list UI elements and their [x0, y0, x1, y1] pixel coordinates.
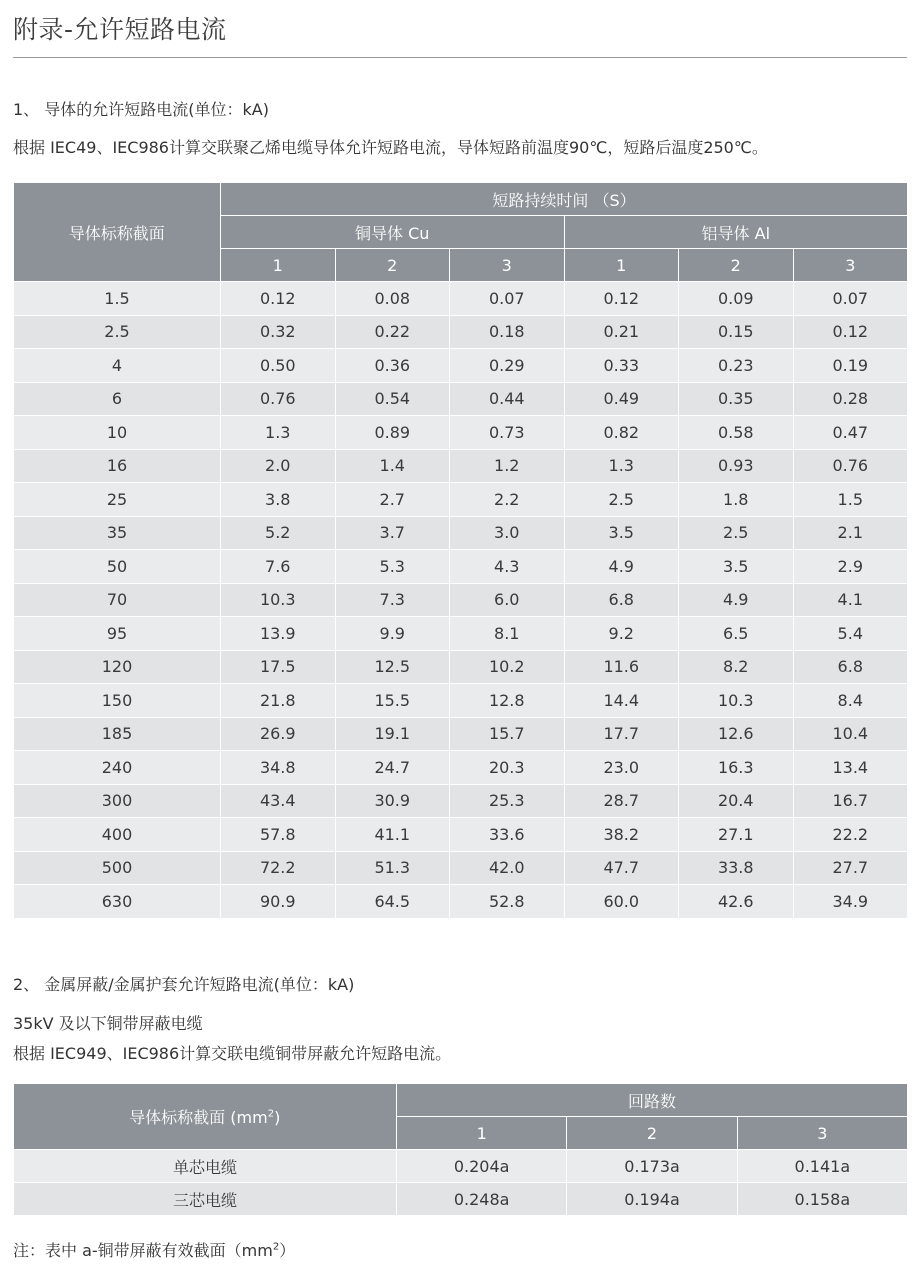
current-value-cell: 0.204a	[397, 1150, 567, 1183]
cross-section-cell: 4	[14, 349, 221, 383]
current-value-cell: 2.1	[793, 516, 908, 550]
current-value-cell: 4.9	[679, 583, 794, 617]
current-value-cell: 10.4	[793, 717, 908, 751]
current-value-cell: 15.5	[335, 684, 450, 718]
cross-section-cell: 1.5	[14, 282, 221, 316]
corner-header: 导体标称截面	[14, 183, 221, 282]
circuit-column-header: 1	[397, 1117, 567, 1150]
table-row	[14, 1183, 908, 1216]
current-value-cell: 3.5	[679, 550, 794, 584]
cross-section-cell: 150	[14, 684, 221, 718]
footnote-text: 注：表中 a-铜带屏蔽有效截面（mm	[13, 1241, 273, 1260]
table-row	[14, 416, 908, 450]
current-value-cell: 64.5	[335, 885, 450, 919]
current-value-cell: 0.44	[450, 382, 565, 416]
table-row	[14, 617, 908, 651]
cross-section-cell: 6	[14, 382, 221, 416]
current-value-cell: 7.6	[221, 550, 336, 584]
current-value-cell: 21.8	[221, 684, 336, 718]
cross-section-cell: 35	[14, 516, 221, 550]
current-value-cell: 23.0	[564, 751, 679, 785]
cross-section-cell: 240	[14, 751, 221, 785]
time-column-header: 1	[221, 249, 336, 282]
current-value-cell: 0.49	[564, 382, 679, 416]
current-value-cell: 90.9	[221, 885, 336, 919]
cross-section-cell: 400	[14, 818, 221, 852]
time-column-header: 3	[793, 249, 908, 282]
current-value-cell: 5.2	[221, 516, 336, 550]
current-value-cell: 2.7	[335, 483, 450, 517]
current-value-cell: 0.21	[564, 315, 679, 349]
cross-section-cell: 10	[14, 416, 221, 450]
cross-section-cell: 50	[14, 550, 221, 584]
current-value-cell: 19.1	[335, 717, 450, 751]
current-value-cell: 17.7	[564, 717, 679, 751]
current-value-cell: 0.82	[564, 416, 679, 450]
current-value-cell: 0.19	[793, 349, 908, 383]
cross-section-cell: 70	[14, 583, 221, 617]
table-row	[14, 516, 908, 550]
current-value-cell: 0.47	[793, 416, 908, 450]
time-column-header: 2	[679, 249, 794, 282]
table-row	[14, 282, 908, 316]
current-value-cell: 57.8	[221, 818, 336, 852]
circuit-column-header: 3	[737, 1117, 907, 1150]
current-value-cell: 16.3	[679, 751, 794, 785]
duration-header: 短路持续时间 （S）	[221, 183, 908, 216]
shield-short-circuit-table	[13, 1083, 908, 1216]
circuit-header: 回路数	[397, 1084, 908, 1117]
current-value-cell: 0.15	[679, 315, 794, 349]
current-value-cell: 34.9	[793, 885, 908, 919]
current-value-cell: 30.9	[335, 784, 450, 818]
current-value-cell: 2.9	[793, 550, 908, 584]
current-value-cell: 0.29	[450, 349, 565, 383]
table-row	[14, 851, 908, 885]
section2-description: 根据 IEC949、IEC986计算交联电缆铜带屏蔽允许短路电流。	[13, 1044, 452, 1063]
current-value-cell: 26.9	[221, 717, 336, 751]
current-value-cell: 60.0	[564, 885, 679, 919]
time-column-header: 2	[335, 249, 450, 282]
current-value-cell: 24.7	[335, 751, 450, 785]
current-value-cell: 10.3	[221, 583, 336, 617]
current-value-cell: 12.8	[450, 684, 565, 718]
current-value-cell: 3.7	[335, 516, 450, 550]
current-value-cell: 0.36	[335, 349, 450, 383]
circuit-column-header: 2	[567, 1117, 737, 1150]
current-value-cell: 1.3	[564, 449, 679, 483]
table-row	[14, 818, 908, 852]
current-value-cell: 13.9	[221, 617, 336, 651]
table-row	[14, 315, 908, 349]
current-value-cell: 8.4	[793, 684, 908, 718]
table-row	[14, 784, 908, 818]
current-value-cell: 0.22	[335, 315, 450, 349]
table-row	[14, 717, 908, 751]
current-value-cell: 41.1	[335, 818, 450, 852]
cross-section-cell: 25	[14, 483, 221, 517]
current-value-cell: 0.28	[793, 382, 908, 416]
section2-subheading: 35kV 及以下铜带屏蔽电缆	[13, 1014, 203, 1033]
current-value-cell: 2.0	[221, 449, 336, 483]
current-value-cell: 14.4	[564, 684, 679, 718]
current-value-cell: 20.4	[679, 784, 794, 818]
current-value-cell: 3.8	[221, 483, 336, 517]
current-value-cell: 2.5	[679, 516, 794, 550]
current-value-cell: 6.0	[450, 583, 565, 617]
current-value-cell: 1.5	[793, 483, 908, 517]
current-value-cell: 0.09	[679, 282, 794, 316]
current-value-cell: 34.8	[221, 751, 336, 785]
current-value-cell: 7.3	[335, 583, 450, 617]
table-row	[14, 650, 908, 684]
current-value-cell: 17.5	[221, 650, 336, 684]
current-value-cell: 0.54	[335, 382, 450, 416]
current-value-cell: 8.2	[679, 650, 794, 684]
table-row	[14, 583, 908, 617]
current-value-cell: 2.2	[450, 483, 565, 517]
current-value-cell: 0.12	[793, 315, 908, 349]
table-row	[14, 684, 908, 718]
current-value-cell: 0.35	[679, 382, 794, 416]
current-value-cell: 0.194a	[567, 1183, 737, 1216]
table-row	[14, 550, 908, 584]
current-value-cell: 0.12	[221, 282, 336, 316]
aluminum-header: 铝导体 Al	[564, 216, 908, 249]
current-value-cell: 0.76	[221, 382, 336, 416]
current-value-cell: 0.18	[450, 315, 565, 349]
current-value-cell: 6.5	[679, 617, 794, 651]
current-value-cell: 16.7	[793, 784, 908, 818]
cross-section-cell: 630	[14, 885, 221, 919]
table-row	[14, 382, 908, 416]
current-value-cell: 0.89	[335, 416, 450, 450]
current-value-cell: 25.3	[450, 784, 565, 818]
current-value-cell: 0.58	[679, 416, 794, 450]
current-value-cell: 0.07	[793, 282, 908, 316]
current-value-cell: 0.93	[679, 449, 794, 483]
current-value-cell: 0.73	[450, 416, 565, 450]
cable-type-cell: 单芯电缆	[14, 1150, 397, 1183]
current-value-cell: 4.1	[793, 583, 908, 617]
current-value-cell: 0.76	[793, 449, 908, 483]
table-row	[14, 751, 908, 785]
section1-description: 根据 IEC49、IEC986计算交联聚乙烯电缆导体允许短路电流，导体短路前温度90℃，短路后温度250℃。	[13, 138, 768, 157]
cross-section-cell: 2.5	[14, 315, 221, 349]
page-title: 附录-允许短路电流	[13, 15, 227, 44]
current-value-cell: 52.8	[450, 885, 565, 919]
current-value-cell: 0.173a	[567, 1150, 737, 1183]
current-value-cell: 0.23	[679, 349, 794, 383]
footnote	[13, 1238, 295, 1261]
current-value-cell: 9.9	[335, 617, 450, 651]
current-value-cell: 4.3	[450, 550, 565, 584]
cross-section-cell: 16	[14, 449, 221, 483]
current-value-cell: 10.2	[450, 650, 565, 684]
current-value-cell: 51.3	[335, 851, 450, 885]
current-value-cell: 3.5	[564, 516, 679, 550]
current-value-cell: 42.6	[679, 885, 794, 919]
current-value-cell: 15.7	[450, 717, 565, 751]
cross-section-cell: 300	[14, 784, 221, 818]
table-row	[14, 349, 908, 383]
current-value-cell: 47.7	[564, 851, 679, 885]
current-value-cell: 42.0	[450, 851, 565, 885]
cross-section-cell: 185	[14, 717, 221, 751]
current-value-cell: 0.07	[450, 282, 565, 316]
current-value-cell: 0.50	[221, 349, 336, 383]
cable-type-cell: 三芯电缆	[14, 1183, 397, 1216]
cross-section-cell: 120	[14, 650, 221, 684]
current-value-cell: 9.2	[564, 617, 679, 651]
current-value-cell: 20.3	[450, 751, 565, 785]
time-column-header: 3	[450, 249, 565, 282]
current-value-cell: 12.5	[335, 650, 450, 684]
current-value-cell: 4.9	[564, 550, 679, 584]
current-value-cell: 5.4	[793, 617, 908, 651]
current-value-cell: 43.4	[221, 784, 336, 818]
current-value-cell: 2.5	[564, 483, 679, 517]
current-value-cell: 6.8	[793, 650, 908, 684]
current-value-cell: 0.33	[564, 349, 679, 383]
current-value-cell: 33.6	[450, 818, 565, 852]
current-value-cell: 22.2	[793, 818, 908, 852]
corner-header-label: 导体标称截面 (mm	[129, 1108, 268, 1127]
current-value-cell: 0.141a	[737, 1150, 907, 1183]
current-value-cell: 27.1	[679, 818, 794, 852]
current-value-cell: 0.32	[221, 315, 336, 349]
current-value-cell: 0.12	[564, 282, 679, 316]
current-value-cell: 1.3	[221, 416, 336, 450]
time-column-header: 1	[564, 249, 679, 282]
current-value-cell: 5.3	[335, 550, 450, 584]
title-divider	[13, 57, 907, 58]
current-value-cell: 72.2	[221, 851, 336, 885]
current-value-cell: 3.0	[450, 516, 565, 550]
table-row	[14, 1150, 908, 1183]
current-value-cell: 0.248a	[397, 1183, 567, 1216]
current-value-cell: 27.7	[793, 851, 908, 885]
current-value-cell: 1.8	[679, 483, 794, 517]
conductor-short-circuit-table	[13, 182, 908, 919]
copper-header: 铜导体 Cu	[221, 216, 565, 249]
current-value-cell: 11.6	[564, 650, 679, 684]
current-value-cell: 12.6	[679, 717, 794, 751]
current-value-cell: 33.8	[679, 851, 794, 885]
current-value-cell: 10.3	[679, 684, 794, 718]
current-value-cell: 28.7	[564, 784, 679, 818]
table-row	[14, 885, 908, 919]
footnote-close: ）	[279, 1241, 296, 1260]
superscript-2: 2	[267, 1108, 275, 1120]
current-value-cell: 1.4	[335, 449, 450, 483]
current-value-cell: 0.158a	[737, 1183, 907, 1216]
corner-header-close: )	[274, 1108, 281, 1127]
current-value-cell: 38.2	[564, 818, 679, 852]
current-value-cell: 8.1	[450, 617, 565, 651]
current-value-cell: 1.2	[450, 449, 565, 483]
current-value-cell: 0.08	[335, 282, 450, 316]
section2-heading: 2、 金属屏蔽/金属护套允许短路电流(单位：kA)	[13, 975, 355, 994]
table-row	[14, 449, 908, 483]
footnote-superscript: 2	[272, 1241, 280, 1253]
cross-section-cell: 500	[14, 851, 221, 885]
section1-heading: 1、 导体的允许短路电流(单位：kA)	[13, 100, 269, 119]
table-row	[14, 483, 908, 517]
cross-section-cell: 95	[14, 617, 221, 651]
corner-header	[14, 1084, 397, 1150]
current-value-cell: 6.8	[564, 583, 679, 617]
current-value-cell: 13.4	[793, 751, 908, 785]
